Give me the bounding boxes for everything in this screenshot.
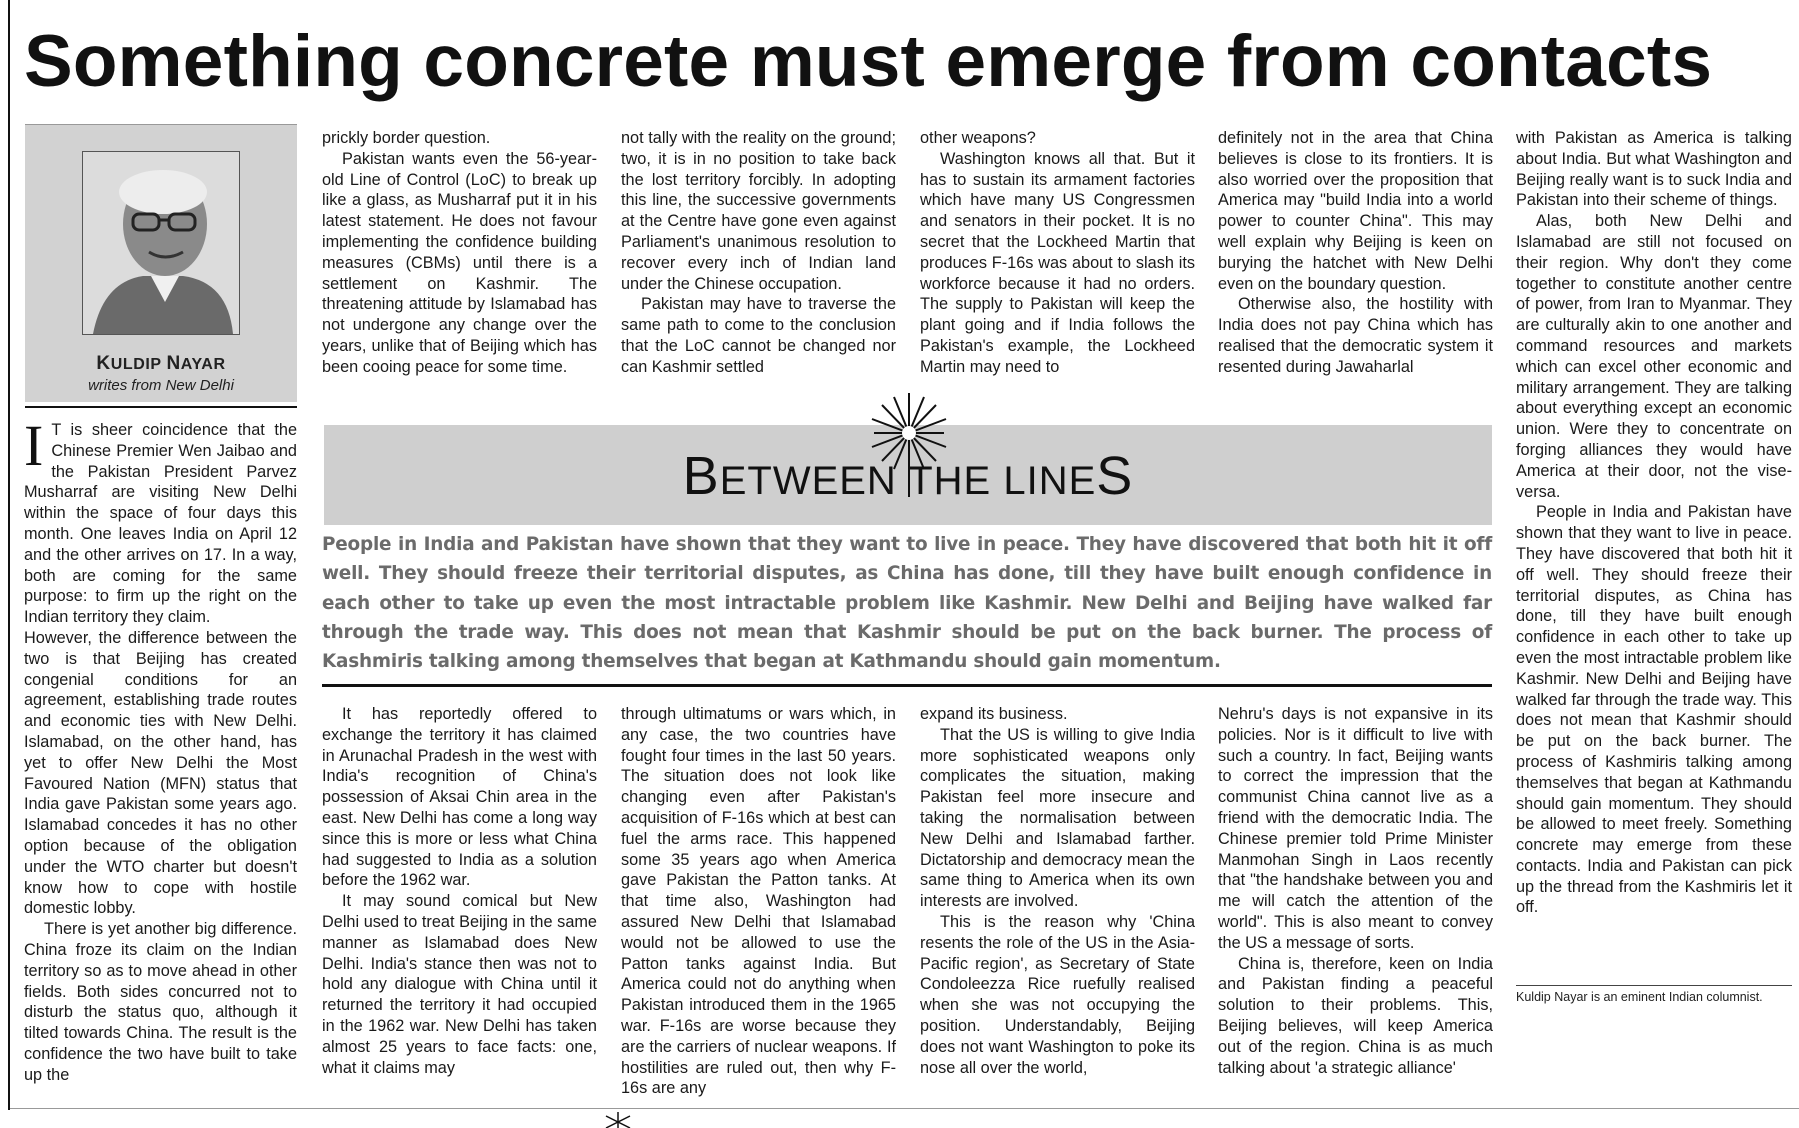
drop-cap: I: [24, 420, 44, 478]
col4-bottom-paragraph-3: This is the reason why 'China resents the role of the US in the Asia-Pacific region', as Secretary of State Condoleezza Rice ruefully realised when she was not occupying the position. Understandably, Beijing does not want Washington to poke its nose all over the world,: [920, 912, 1195, 1077]
col5-top-paragraph-2: Otherwise also, the hostility with India does not pay China which has realised that the democratic system it resented during Jawaharlal: [1218, 295, 1493, 376]
col5-top-paragraph-1: definitely not in the area that China believes is close to its frontiers. It is also worried over the proposition that America may "build India into a world power to counter China". This may well explain why Beijing is keen on burying the hatchet with New Delhi even on the boundary question.: [1218, 129, 1493, 293]
col1-paragraph-1: T is sheer coincidence that the Chinese Premier Wen Jaibao and the Pakistan President Parvez Musharraf are visiting New Delhi within the space of four days this month. One leaves India on April 12 and the other arrives on 17. In a way, both are coming for the same purpose: to firm up the right on the Indian territory they claim.: [24, 421, 297, 627]
column-6: [1516, 128, 1792, 973]
col2-bottom-paragraph-1: It has reportedly offered to exchange the territory it has claimed in Arunachal Pradesh in the west with India's recognition of China's possession of Aksai Chin area in the east. New Delhi has come a long way since this is more or less what China had suggested to India as a solution before the 1962 war.: [322, 705, 597, 890]
col4-top-paragraph-2: Washington knows all that. But it has to sustain its armament factories which have many US Congressmen and senators in their pocket. It is no secret that the Lockheed Martin that produces F-16s was about to slash its workforce because it had no orders. The supply to Pakistan will keep the plant going and if India follows the Pakistan's example, the Lockheed Martin may need to: [920, 149, 1195, 376]
column-3-bottom: [621, 704, 896, 1110]
column-5-bottom: [1218, 704, 1493, 1110]
col1-paragraph-3: There is yet another big difference. China froze its claim on the Indian territory so as to move ahead in other fields. Both sides concurred not to disturb the status quo, although it tilted towards China. The result is the confidence the two have built to take up the: [24, 920, 297, 1084]
col1-paragraph-2: However, the difference between the two is that Beijing has created congenial conditions for an agreement, establishing trade routes and economic ties with New Delhi. Islamabad, on the other hand, has yet to offer New Delhi the Most Favoured Nation (MFN) status that India gave Pakistan some years ago. Islamabad concedes it has no other option because of the obligation under the WTO charter but doesn't know how to cope with hostile domestic lobby.: [24, 628, 297, 918]
bottom-starburst-icon: [598, 1112, 638, 1128]
col3-top-paragraph-1: not tally with the reality on the ground; two, it is in no position to take back the lost territory forcibly. In adopting this line, the successive governments at the Centre have gone even against Parliament's unanimous resolution to recover every inch of Indian land under the Chinese occupation.: [621, 129, 896, 293]
col4-top-paragraph-1: other weapons?: [920, 129, 1036, 147]
col5-bottom-paragraph-2: China is, therefore, keen on India and Pakistan finding a peaceful solution to their problems. This, Beijing believes, will keep America out of the region. China is as much talking about 'a strategic alliance': [1218, 954, 1493, 1077]
col3-bottom-paragraph-1: through ultimatums or wars which, in any case, the two countries have fought four times in the last 50 years. The situation does not look like changing even after Pakistan's acquisition of F-16s which at best can fuel the arms race. This happened some 35 years ago when America gave Pakistan the Patton tanks. At that time also, Washington had assured New Delhi that Islamabad would not be allowed to use the Patton tanks against India. But America could not do anything when Pakistan introduced them in the 1965 war. F-16s are worse because they are the carriers of nuclear weapons. If hostilities are ruled out, then why F-16s are any: [621, 705, 896, 1098]
column-5-top: [1218, 128, 1493, 400]
col6-paragraph-3: People in India and Pakistan have shown that they want to live in peace. They have discovered that both hit it off well. They should freeze their territorial disputes, as China has done, till they have built enough confidence in each other to take up even the most intractable problem like Kashmir. New Delhi and Beijing have walked far through the trade way. This does not mean that Kashmir should be put on the back burner. The process of Kashmiris talking among themselves that began at Kathmandu should gain momentum. They should be allowed to meet freely. Something concrete may emerge from these contacts. India and Pakistan can pick up the thread from the Kashmiris let it off.: [1516, 503, 1792, 917]
pull-quote: People in India and Pakistan have shown that they want to live in peace. They have discovered that both hit it off well. They should freeze their territorial disputes, as China has done, till they have built enough confidence in each other to take up even the most intractable problem like Kashmir. New Delhi and Beijing have walked far through the trade way. This does not mean that Kashmir should be put on the back burner. The process of Kashmiris talking among themselves that began at Kathmandu should gain momentum.: [322, 534, 1492, 673]
column-2-bottom: [322, 704, 597, 1110]
column-4-top: [920, 128, 1195, 400]
author-box-rule: [25, 406, 297, 408]
col2-bottom-paragraph-2: It may sound comical but New Delhi used to treat Beijing in the same manner as Islamabad does New Delhi. India's stance then was not to hold any dialogue with China until it returned the territory it had occupied in the 1962 war. New Delhi has taken almost 25 years to face facts: one, what it claims may: [322, 892, 597, 1077]
banner-title: BETWEEN THE LINES: [682, 446, 1134, 506]
column-1: [24, 420, 297, 1110]
column-4-bottom: [920, 704, 1195, 1110]
col6-paragraph-2: Alas, both New Delhi and Islamabad are still not focused on their region. Why don't they come together to constitute another centre of power, from Iran to Myanmar. They are culturally akin to one another and command resources and markets which can excel other economic and military arrangement. They are talking about everything except an economic union. Were they to concentrate on forging alliances they would have America at their door, not the vise-versa.: [1516, 212, 1792, 501]
col3-top-paragraph-2: Pakistan may have to traverse the same path to come to the conclusion that the LoC cannot be changed nor can Kashmir settled: [621, 295, 896, 376]
author-photo: [82, 151, 240, 335]
left-column-rule: [8, 0, 10, 1110]
author-byline: Kuldip Nayar is an eminent Indian columnist.: [1516, 990, 1763, 1004]
author-name: KULDIP NAYAR: [96, 353, 226, 374]
col2-top-paragraph-2: Pakistan wants even the 56-year-old Line of Control (LoC) to break up like a glass, as Musharraf put it in his latest statement. He does not favour implementing the confidence building measures (CBMs) until there is a settlement on Kashmir. The threatening attitude by Islamabad has not undergone any change over the years, unlike that of Beijing which has been cooing peace for some time.: [322, 149, 597, 376]
col6-paragraph-1: with Pakistan as America is talking about India. But what Washington and Beijing really want is to suck India and Pakistan into their scheme of things.: [1516, 129, 1792, 210]
col4-bottom-paragraph-2: That the US is willing to give India more sophisticated weapons only complicates the situation, making Pakistan feel more insecure and taking the normalisation between New Delhi and Islamabad farther. Dictatorship and democracy mean the same thing to America when its own interests are involved.: [920, 725, 1195, 911]
author-box: [25, 124, 297, 402]
byline-rule: [1516, 985, 1792, 986]
column-3-top: [621, 128, 896, 400]
col4-bottom-paragraph-1: expand its business.: [920, 705, 1068, 723]
col2-top-paragraph-1: prickly border question.: [322, 129, 491, 147]
author-portrait-icon: [83, 152, 239, 334]
headline: Something concrete must emerge from contacts: [24, 21, 1713, 102]
pull-quote-rule: [322, 684, 1492, 687]
author-location: writes from New Delhi: [88, 377, 234, 394]
bottom-rule: [10, 1108, 1799, 1109]
column-2-top: [322, 128, 597, 400]
col5-bottom-paragraph-1: Nehru's days is not expansive in its policies. Nor is it difficult to live with such a country. In fact, Beijing wants to correct the impression that the communist China cannot live as a friend with the democratic India. The Chinese premier told Prime Minister Manmohan Singh in Laos recently that "the handshake between you and me will catch the attention of the world". This is also meant to convey the US a message of sorts.: [1218, 705, 1493, 952]
